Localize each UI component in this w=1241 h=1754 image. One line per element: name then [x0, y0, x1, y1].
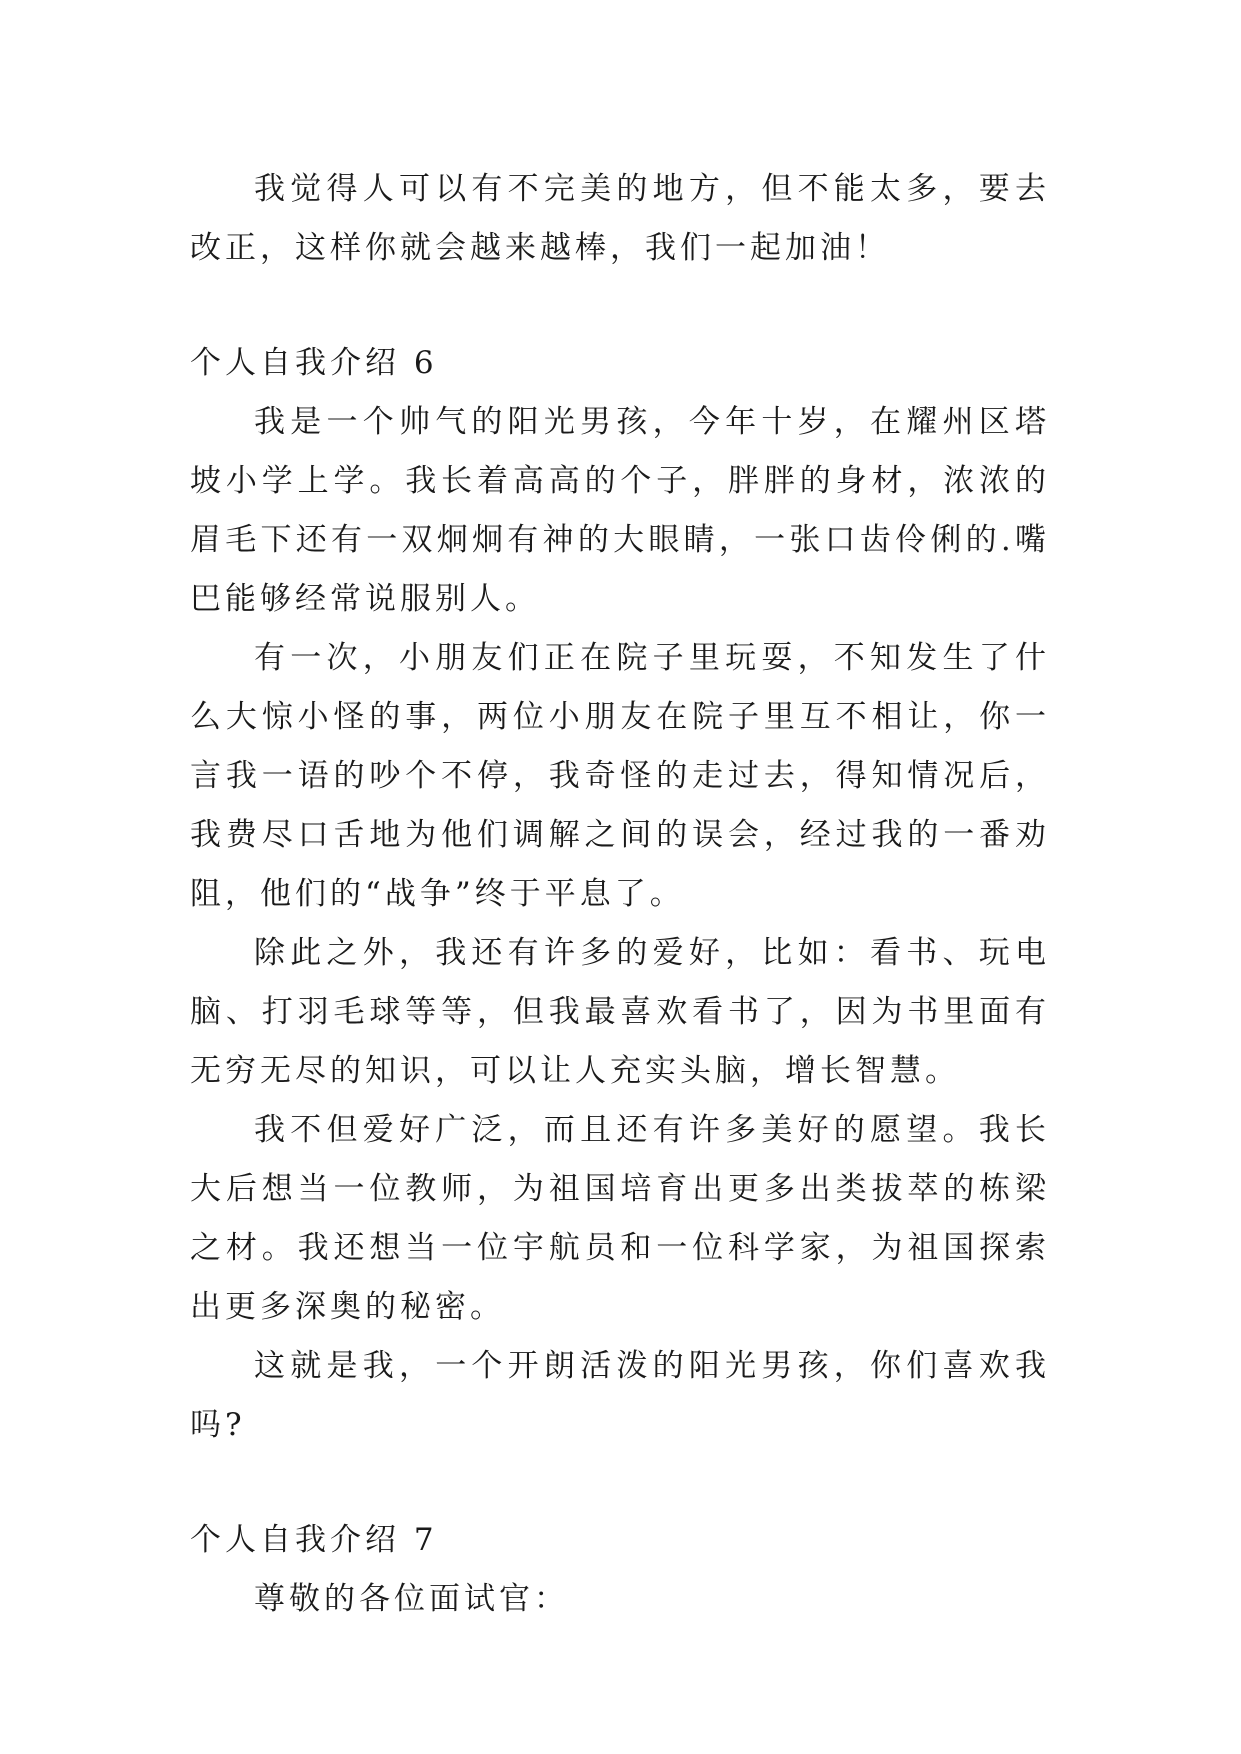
intro-paragraph: 我觉得人可以有不完美的地方，但不能太多，要去改正，这样你就会越来越棒，我们一起加油！ [190, 171, 1050, 266]
section-paragraph: 我不但爱好广泛，而且还有许多美好的愿望。我长大后想当一位教师，为祖国培育出更多出类拔萃的栋梁之材。我还想当一位宇航员和一位科学家，为祖国探索出更多深奥的秘密。 [190, 1112, 1050, 1325]
section-6 [190, 334, 1050, 1455]
section-title: 个人自我介绍 6 [190, 345, 438, 381]
section-7 [190, 1511, 1050, 1629]
section-paragraph: 有一次，小朋友们正在院子里玩耍，不知发生了什么大惊小怪的事，两位小朋友在院子里互不相让，你一言我一语的吵个不停，我奇怪的走过去，得知情况后，我费尽口舌地为他们调解之间的误会，经过我的一番劝阻，他们的“战争”终于平息了。 [190, 640, 1050, 912]
section-paragraph: 除此之外，我还有许多的爱好，比如：看书、玩电脑、打羽毛球等等，但我最喜欢看书了，因为书里面有无穷无尽的知识，可以让人充实头脑，增长智慧。 [190, 935, 1050, 1089]
document-body [190, 160, 1050, 1629]
section-paragraph: 这就是我，一个开朗活泼的阳光男孩，你们喜欢我吗? [190, 1348, 1050, 1443]
section-paragraph: 我是一个帅气的阳光男孩，今年十岁，在耀州区塔坡小学上学。我长着高高的个子，胖胖的身材，浓浓的眉毛下还有一双炯炯有神的大眼睛，一张口齿伶俐的.嘴巴能够经常说服别人。 [190, 404, 1050, 617]
section-paragraph: 尊敬的各位面试官： [254, 1581, 569, 1617]
section-title: 个人自我介绍 7 [190, 1522, 438, 1558]
